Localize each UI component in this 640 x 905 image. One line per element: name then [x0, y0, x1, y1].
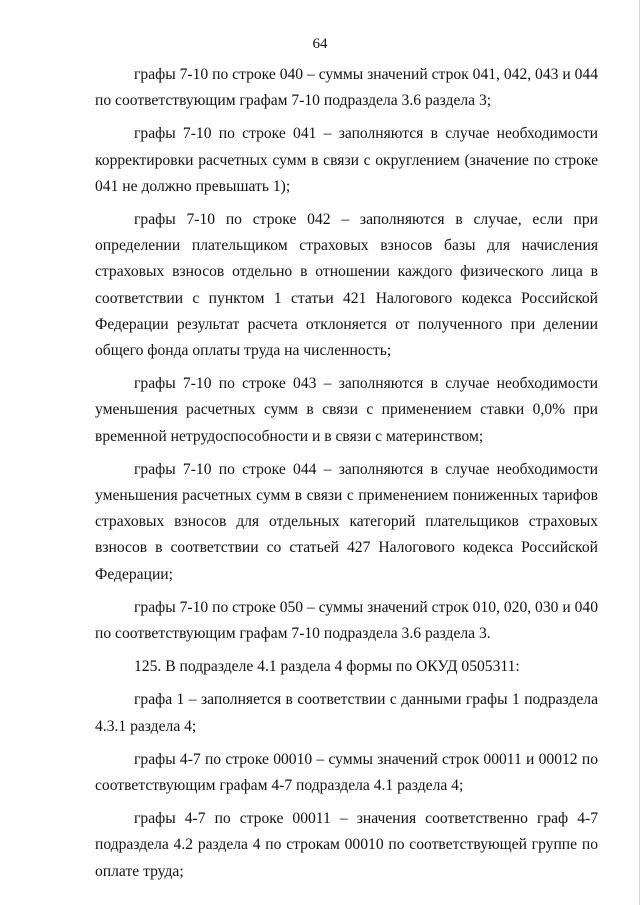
paragraph-item-125: 125. В подразделе 4.1 раздела 4 формы по ОКУД 0505311: [134, 658, 520, 676]
paragraph-line-050: графы 7-10 по строке 050 – суммы значений строк 010, 020, 030 и 040 по соответствующим графам 7-10 подраздела 3.6 раздела 3. [95, 598, 598, 643]
paragraph-column-1: графа 1 – заполняется в соответствии с данными графы 1 подраздела 4.3.1 раздела 4; [95, 691, 598, 735]
paragraph-line-00010: графы 4-7 по строке 00010 – суммы значений строк 00011 и 00012 по соответствующим графам 4-7 подраздела 4.1 раздела 4; [95, 750, 598, 795]
document-body [95, 62, 598, 892]
paragraph-line-044: графы 7-10 по строке 044 – заполняются в случае необходимости уменьшения расчетных сумм в связи с применением пониженных тарифов страховых взносов для отдельных категорий плательщиков страховых взносов в соответствии со статьей 427 Налогового кодекса Российской Федерации; [95, 460, 598, 583]
paragraph-line-042: графы 7-10 по строке 042 – заполняются в случае, если при определении плательщиком страховых взносов базы для начисления страховых взносов отдельно в отношении каждого физического лица в соответствии с пунктом 1 статьи 421 Налогового кодекса Российской Федерации результат расчета отклоняется от полученного при делении общего фонда оплаты труда на численность; [95, 211, 598, 360]
page-number: 64 [312, 36, 328, 52]
paragraph-line-043: графы 7-10 по строке 043 – заполняются в случае необходимости уменьшения расчетных сумм в связи с применением ставки 0,0% при временной нетрудоспособности и в связи с материнством; [95, 375, 598, 445]
paragraph-line-040: графы 7-10 по строке 040 – суммы значений строк 041, 042, 043 и 044 по соответствующим графам 7-10 подраздела 3.6 раздела 3; [95, 66, 598, 110]
paragraph-line-041: графы 7-10 по строке 041 – заполняются в случае необходимости корректировки расчетных сумм в связи с округлением (значение по строке 041 не должно превышать 1); [95, 125, 598, 195]
paragraph-line-00011: графы 4-7 по строке 00011 – значения соответственно граф 4-7 подраздела 4.2 раздела 4 по строкам 00010 по соответствующей группе по оплате труда; [95, 810, 598, 880]
